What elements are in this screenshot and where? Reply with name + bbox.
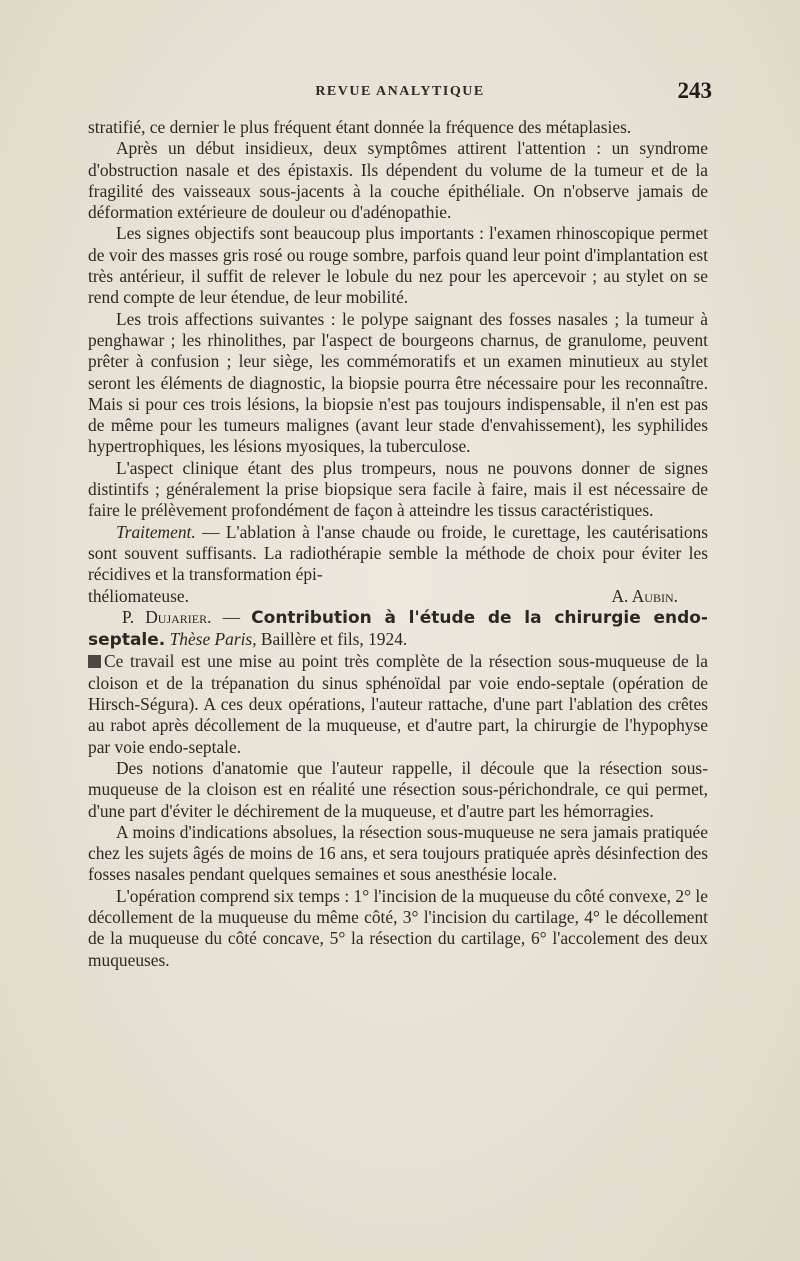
body-text (88, 117, 708, 971)
paragraph: A moins d'indications absolues, la résection sous-muqueuse ne sera jamais pratiquée chez les sujets âgés de moins de 16 ans, et sera toujours pratiquée après désinfection des fosses nasales pendant quelques semaines et sous anesthésie locale. (88, 821, 708, 885)
paragraph: Les trois affections suivantes : le polype saignant des fosses nasales ; la tumeur à penghawar ; les rhinolithes, par l'aspect de bourgeons charnus, de granulome, peuvent prêter à confusion ; leur siège, les commémoratifs et un examen minutieux au stylet seront les éléments de diagnostic, la biopsie pourra être nécessaire pour les reconnaître. Mais si pour ces trois lésions, la biopsie n'est pas toujours indispensable, il n'en est pas de même pour les tumeurs malignes (avant leur stade d'envahissement), les syphilides hypertrophiques, les lésions myosiques, la tuberculose. (88, 308, 708, 457)
paragraph: Les signes objectifs sont beaucoup plus importants : l'examen rhinoscopique permet de voir des masses gris rosé ou rouge sombre, parfois quand leur point d'implantation est très antérieur, il suffit de relever le lobule du nez pour les apercevoir ; au stylet on se rend compte de leur étendue, de leur mobilité. (88, 223, 708, 308)
page-number: 243 (677, 78, 712, 103)
paragraph (88, 651, 708, 757)
treatment-text: — L'ablation à l'anse chaude ou froide, le curettage, les cautérisations sont souvent suffisants. La radiothérapie semble la méthode de choix pour éviter les récidives et la transformation épi- (88, 521, 708, 585)
article-title: Contribution à l'étude de la chirurgie endo-septale. (88, 607, 708, 651)
treatment-label: Traitement. (116, 521, 196, 542)
reviewer-signature: A. Aubin. (611, 585, 678, 606)
running-head: REVUE ANALYTIQUE (315, 84, 485, 99)
heading-dash: — (211, 606, 252, 627)
paragraph: Des notions d'anatomie que l'auteur rappelle, il découle que la résection sous-muqueuse de la cloison est en réalité une résection sous-périchondrale, ce qui permet, d'une part d'éviter le déchirement de la muqueuse, et d'autre part les hémorragies. (88, 757, 708, 821)
page-header (88, 74, 712, 104)
publisher: Baillère et fils, 1924. (256, 629, 408, 650)
ornament-icon (88, 655, 101, 668)
signature-line (88, 586, 708, 607)
paragraph: L'opération comprend six temps : 1° l'incision de la muqueuse du côté convexe, 2° le décollement de la muqueuse du même côté, 3° l'incision du cartilage, 4° le décollement de la muqueuse du côté concave, 5° la résection du cartilage, 6° l'accolement des deux muqueuses. (88, 885, 708, 970)
paragraph-end: théliomateuse. (88, 585, 189, 606)
paragraph: stratifié, ce dernier le plus fréquent étant donnée la fréquence des métaplasies. (88, 117, 632, 137)
article-author: P. Dujarier. (122, 606, 212, 627)
paragraph: L'aspect clinique étant des plus trompeurs, nous ne pouvons donner de signes distintifs ; généralement la prise biopsique sera facile à faire, mais il est nécessaire de faire le prélèvement profondément de façon à atteindre les tissus caractéristiques. (88, 457, 708, 521)
paragraph-treatment (88, 522, 708, 586)
these-label: Thèse Paris, (169, 629, 257, 650)
paragraph: Après un début insidieux, deux symptômes attirent l'attention : un syndrome d'obstruction nasale et des épistaxis. Ils dépendent du volume de la tumeur et de la fragilité des vaisseaux sous-jacents à la couche épithéliale. On n'observe jamais de déformation extérieure de douleur ou d'adénopathie. (88, 138, 708, 223)
paragraph-text: Ce travail est une mise au point très complète de la résection sous-muqueuse de la cloison et de la trépanation du sinus sphénoïdal par voie endo-septale (opération de Hirsch-Ségura). A ces deux opérations, l'auteur rattache, d'une part l'ablation des crêtes au rabot après décollement de la muqueuse, et d'autre part, la chirurgie de l'hypophyse par voie endo-septale. (88, 651, 708, 757)
article-heading (88, 607, 708, 652)
